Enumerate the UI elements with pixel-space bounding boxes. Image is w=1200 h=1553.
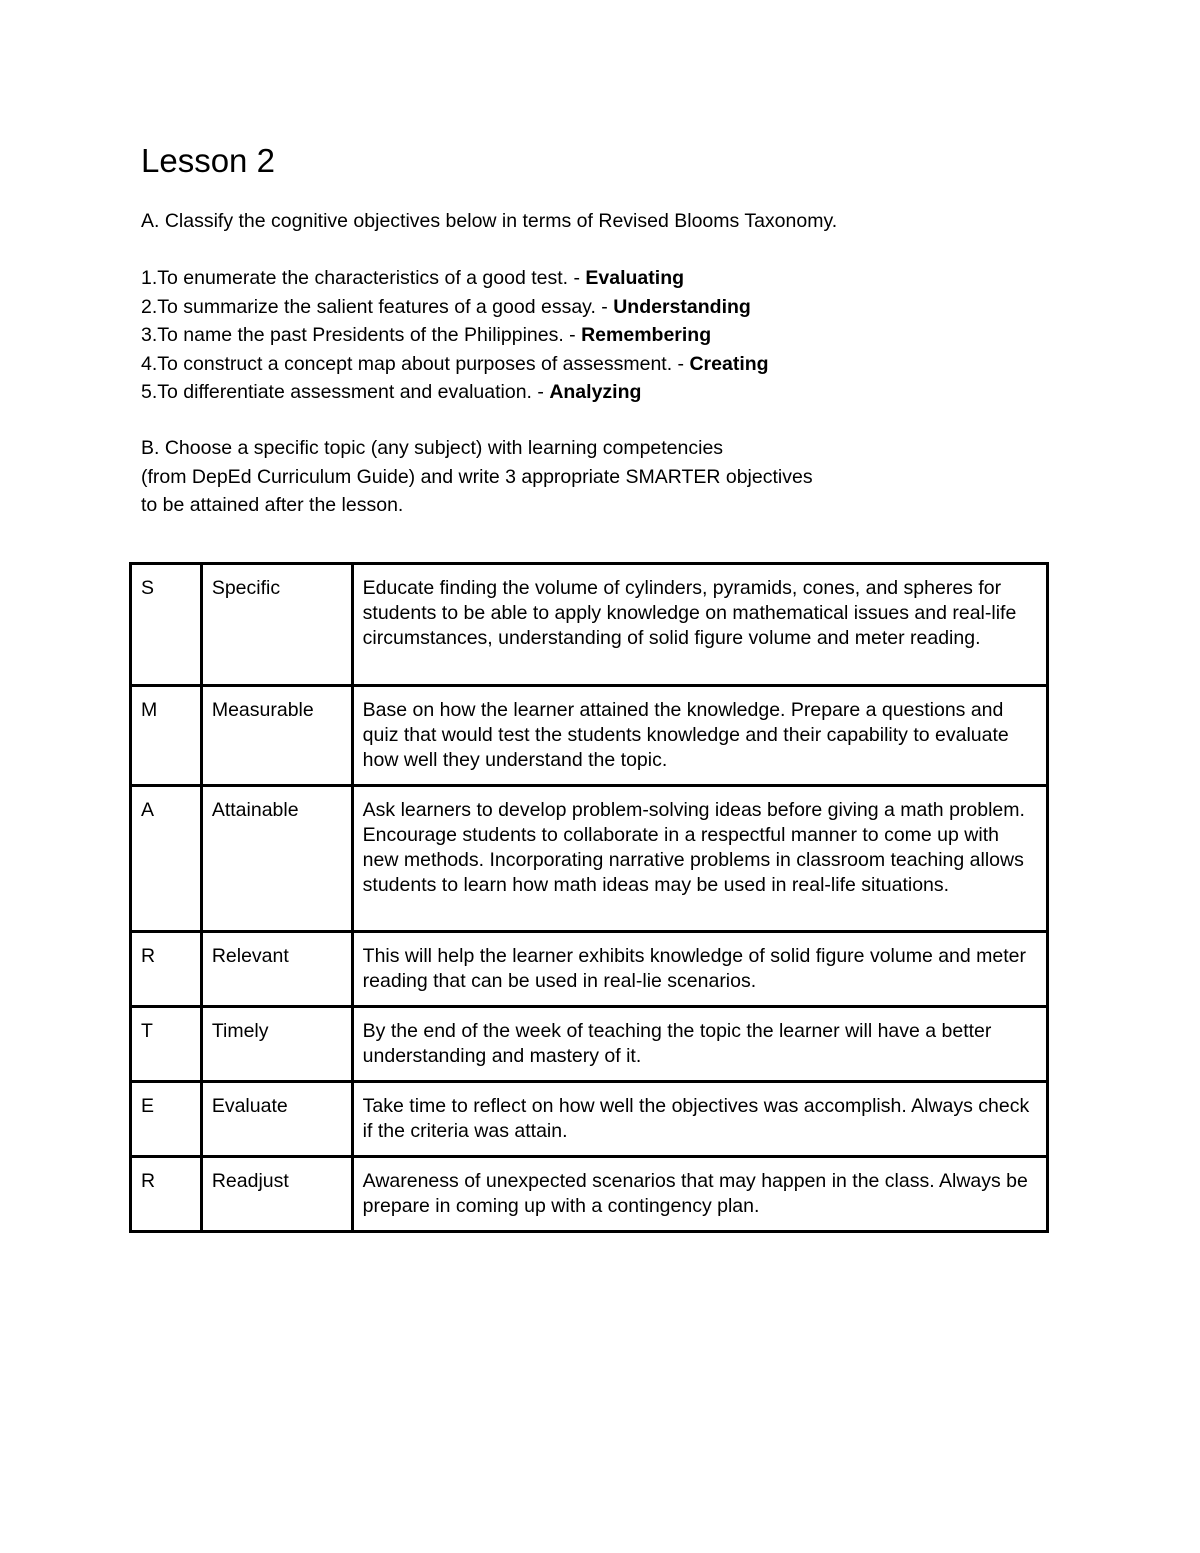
table-row: [131, 564, 1048, 686]
row-description: Awareness of unexpected scenarios that may happen in the class. Always be prepare in coming up with a contingency plan.: [352, 1157, 1047, 1232]
row-letter: M: [131, 686, 202, 786]
row-term: Relevant: [201, 932, 352, 1007]
row-letter: R: [131, 932, 202, 1007]
objective-answer: Remembering: [581, 324, 712, 346]
objective-answer: Creating: [689, 353, 769, 375]
table-row: [131, 686, 1048, 786]
row-term: Evaluate: [201, 1082, 352, 1157]
row-letter: S: [131, 564, 202, 686]
row-description: Base on how the learner attained the knowledge. Prepare a questions and quiz that would test the students knowledge and their capability to evaluate how well they understand the topic.: [352, 686, 1047, 786]
row-letter: T: [131, 1007, 202, 1082]
objective-text: 4.To construct a concept map about purposes of assessment. -: [141, 353, 690, 375]
objective-item-5: [141, 378, 641, 406]
objective-answer: Evaluating: [585, 267, 685, 289]
table-row: [131, 1082, 1048, 1157]
objective-text: 3.To name the past Presidents of the Philippines. -: [141, 324, 582, 346]
row-letter: E: [131, 1082, 202, 1157]
row-description: By the end of the week of teaching the topic the learner will have a better understanding and mastery of it.: [352, 1007, 1047, 1082]
objective-answer: Analyzing: [549, 381, 642, 403]
page-title: Lesson 2: [141, 142, 275, 179]
row-term: Measurable: [201, 686, 352, 786]
objective-item-3: [141, 321, 711, 349]
objective-item-1: [141, 264, 684, 292]
objective-text: 1.To enumerate the characteristics of a good test. -: [141, 267, 586, 289]
row-term: Timely: [201, 1007, 352, 1082]
part-a-instruction: A. Classify the cognitive objectives below in terms of Revised Blooms Taxonomy.: [141, 210, 838, 232]
objective-item-4: [141, 350, 769, 378]
table-row: [131, 1007, 1048, 1082]
row-letter: R: [131, 1157, 202, 1232]
row-description: Take time to reflect on how well the objectives was accomplish. Always check if the criteria was attain.: [352, 1082, 1047, 1157]
objective-text: 2.To summarize the salient features of a good essay. -: [141, 296, 614, 318]
row-term: Readjust: [201, 1157, 352, 1232]
row-description: This will help the learner exhibits knowledge of solid figure volume and meter reading that can be used in real-lie scenarios.: [352, 932, 1047, 1007]
row-description: Ask learners to develop problem-solving ideas before giving a math problem. Encourage students to collaborate in a respectful manner to come up with new methods. Incorporating narrative problems in classroom teaching allows students to learn how math ideas may be used in real-life situations.: [352, 786, 1047, 932]
row-term: Attainable: [201, 786, 352, 932]
table-row: [131, 1157, 1048, 1232]
row-description: Educate finding the volume of cylinders, pyramids, cones, and spheres for students to be able to apply knowledge on mathematical issues and real-life circumstances, understanding of solid figure volume and meter reading.: [352, 564, 1047, 686]
objective-answer: Understanding: [613, 296, 751, 318]
part-b-instruction-line: B. Choose a specific topic (any subject) with learning competencies: [141, 437, 724, 459]
table-row: [131, 932, 1048, 1007]
row-letter: A: [131, 786, 202, 932]
smarter-table: [129, 562, 1049, 1233]
part-b-instruction-line: (from DepEd Curriculum Guide) and write 3 appropriate SMARTER objectives: [141, 466, 813, 488]
table-row: [131, 786, 1048, 932]
objective-text: 5.To differentiate assessment and evaluation. -: [141, 381, 550, 403]
row-term: Specific: [201, 564, 352, 686]
objective-item-2: [141, 293, 751, 321]
part-b-instruction-line: to be attained after the lesson.: [141, 494, 404, 516]
